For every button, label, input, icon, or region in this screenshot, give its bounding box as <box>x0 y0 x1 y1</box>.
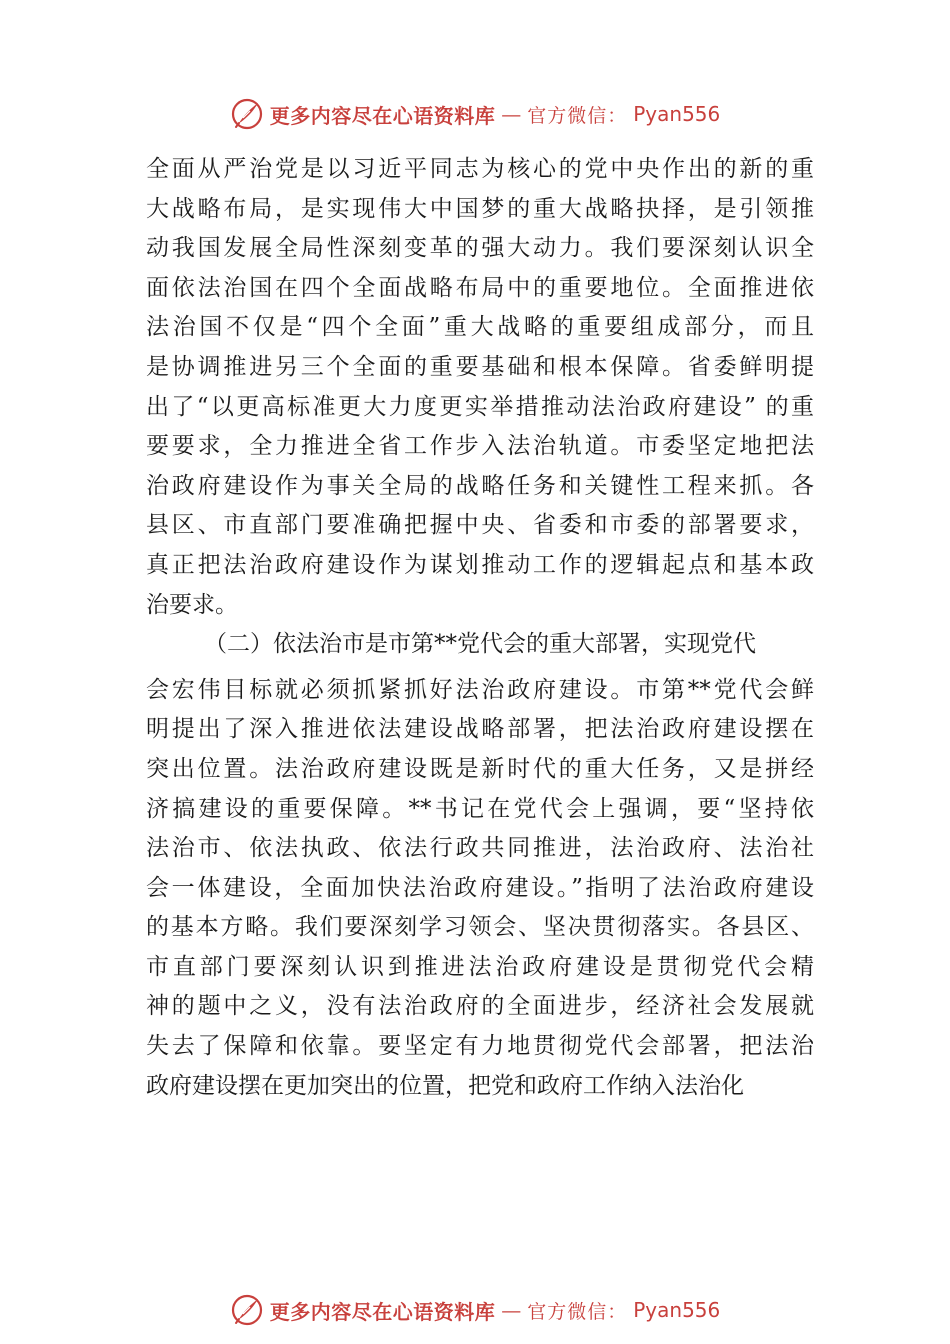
footer-banner <box>0 1290 950 1330</box>
text-line: 突出位置。法治政府建设既是新时代的重大任务，又是拼经 <box>146 755 814 782</box>
text-line: 会宏伟目标就必须抓紧抓好法治政府建设。市第**党代会鲜 <box>146 676 814 703</box>
text-line: 法治市、依法执政、依法行政共同推进，法治政府、法治社 <box>146 835 814 862</box>
text-line: 会一体建设，全面加快法治政府建设。”指明了法治政府建设 <box>146 874 814 901</box>
text-line: 面依法治国在四个全面战略布局中的重要地位。全面推进依 <box>146 274 814 301</box>
paragraph-2 <box>146 625 814 1106</box>
banner-separator: — <box>501 102 522 126</box>
quill-pen-icon <box>230 1293 264 1327</box>
paragraph-1 <box>146 150 814 625</box>
text-line: 是协调推进另三个全面的重要基础和根本保障。省委鲜明提 <box>146 353 814 380</box>
banner-wechat-label: 官方微信： <box>527 1300 628 1323</box>
text-line: 法治国不仅是“四个全面”重大战略的重要组成部分，而且 <box>146 314 814 341</box>
banner-separator: — <box>501 1298 522 1322</box>
text-line: 真正把法治政府建设作为谋划推动工作的逻辑起点和基本政 <box>146 551 814 578</box>
text-line: 政府建设摆在更加突出的位置，把党和政府工作纳入法治化 <box>146 1072 744 1099</box>
banner-wechat-id: Pyan556 <box>633 1298 721 1322</box>
section-heading: （二）依法治市是市第**党代会的重大部署，实现党代 <box>204 631 756 658</box>
text-line: 要要求，全力推进全省工作步入法治轨道。市委坚定地把法 <box>146 433 814 460</box>
text-line: 失去了保障和依靠。要坚定有力地贯彻党代会部署，把法治 <box>146 1033 814 1060</box>
text-line: 神的题中之义，没有法治政府的全面进步，经济社会发展就 <box>146 993 814 1020</box>
text-line: 大战略布局，是实现伟大中国梦的重大战略抉择，是引领推 <box>146 195 814 222</box>
banner-title: 更多内容尽在心语资料库 <box>269 1299 496 1324</box>
text-line: 县区、市直部门要准确把握中央、省委和市委的部署要求， <box>146 512 814 539</box>
text-line: 全面从严治党是以习近平同志为核心的党中央作出的新的重 <box>146 156 814 182</box>
quill-pen-icon <box>230 97 264 131</box>
text-line: 动我国发展全局性深刻变革的强大动力。我们要深刻认识全 <box>146 235 814 262</box>
text-line: 的基本方略。我们要深刻学习领会、坚决贯彻落实。各县区、 <box>146 914 814 941</box>
banner-title: 更多内容尽在心语资料库 <box>269 103 496 128</box>
header-banner <box>0 94 950 134</box>
banner-wechat-id: Pyan556 <box>633 102 721 126</box>
text-line: 治政府建设作为事关全局的战略任务和关键性工程来抓。各 <box>146 472 814 499</box>
banner-wechat-label: 官方微信： <box>527 104 628 127</box>
text-line: 出了“以更高标准更大力度更实举措推动法治政府建设” 的重 <box>146 393 814 420</box>
text-line: 治要求。 <box>146 591 238 618</box>
text-line: 明提出了深入推进依法建设战略部署，把法治政府建设摆在 <box>146 716 814 743</box>
text-line: 济搞建设的重要保障。**书记在党代会上强调，要“坚持依 <box>146 795 814 822</box>
text-line: 市直部门要深刻认识到推进法治政府建设是贯彻党代会精 <box>146 953 814 980</box>
document-body <box>146 150 814 1106</box>
